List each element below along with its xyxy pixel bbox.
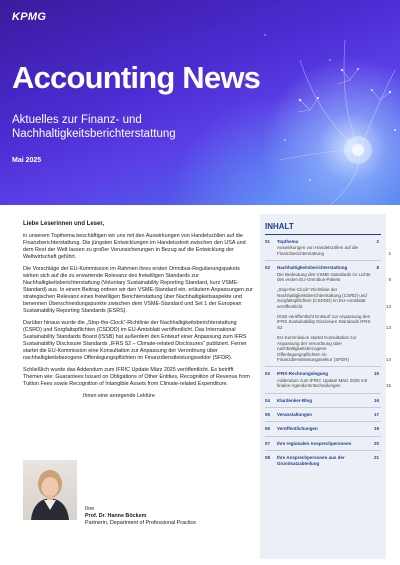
toc-article-title: EU-Kommission startet Konsultation zur Anpassung der Verordnung über nachhaltigkeitsbezogene Offenlegungspflichten im Finanzdienstleistungssektor (SFDR) bbox=[277, 335, 357, 362]
kpmg-logo: KPMG bbox=[12, 11, 47, 23]
toc-section-number: 03 bbox=[265, 371, 271, 377]
toc-section-number: 04 bbox=[265, 397, 271, 403]
toc-article-title: Auswirkungen von Handelszöllen auf die Finanzberichterstattung bbox=[277, 245, 359, 256]
toc-section-number: 07 bbox=[265, 440, 271, 446]
letter-paragraph: in unserem Topthema beschäftigen wir uns mit den Auswirkungen von Handelszöllen auf die Finanzberichterstattung. Die jüngsten Entwicklungen im Handelsstreit zwischen den USA und dem Rest der Welt lassen zu großer Verunsicherungen in Bezug auf die Entwicklung der Weltwirtschaft geführt. bbox=[23, 233, 246, 260]
toc-section-heading[interactable] bbox=[265, 426, 381, 431]
toc-page-number: 2 bbox=[388, 250, 391, 256]
toc-section-heading[interactable] bbox=[265, 398, 381, 403]
editorial-letter bbox=[23, 221, 253, 400]
letter-paragraph: Darüber hinaus wurde die „Stop-the-Clock“-Richtlinie der Nachhaltigkeitsberichterstattung (CSRD) und Sorgfaltspflichten (CSDDD) im EU-Amtsblatt veröffentlicht. Das International Sustainability Standards Board (ISSB) hat außerdem den Entwurf einer Anpassung zum IFRS Sustainability Disclosure Standards „IFRS S2 – Climate-related Disclosures“ publiziert. Ferner startet die EU-Kommission eine Konsultation zur Anpassung der Verordnung über nachhaltigkeitsbezogene Offenlegungspflichten im Finanzdienstleistungssektor (SFDR). bbox=[23, 320, 247, 361]
toc-section-heading[interactable] bbox=[265, 265, 381, 270]
toc-page-number: 17 bbox=[373, 411, 379, 417]
toc-divider bbox=[265, 450, 381, 451]
toc-section-02[interactable] bbox=[265, 265, 391, 362]
toc-heading-rule bbox=[265, 234, 381, 235]
toc-section-title: IFRS-Rechnungslegung bbox=[277, 371, 328, 377]
toc-divider bbox=[265, 260, 381, 261]
toc-section-04[interactable] bbox=[265, 398, 381, 403]
toc-page-number: 14 bbox=[385, 356, 391, 362]
toc-page-number: 20 bbox=[373, 440, 379, 446]
toc-section-heading[interactable] bbox=[265, 239, 381, 244]
toc-section-07[interactable] bbox=[265, 441, 381, 446]
signature-role: Partnerin, Department of Professional Practice bbox=[85, 520, 197, 526]
toc-section-05[interactable] bbox=[265, 412, 381, 417]
toc-section-title: Ihre Ansprechpersonen aus der Grundsatzabteilung bbox=[277, 455, 345, 466]
toc-page-number: 15 bbox=[373, 371, 379, 377]
toc-article-link[interactable] bbox=[277, 335, 391, 362]
toc-divider bbox=[265, 436, 381, 437]
toc-page-number: 21 bbox=[373, 455, 379, 461]
letter-signature bbox=[85, 506, 196, 527]
toc-article-title: Die Bedeutung des VSME-Standards im Lichte des ersten EU-Omnibus-Pakets bbox=[277, 271, 371, 283]
letter-paragraph: Die Vorschläge der EU-Kommission im Rahmen ihres ersten Omnibus-Regulierungspakets wirken sich auf die zu erwartende Relevanz des freiwilligen Standards zur Nachhaltigkeitsberichterstattung (Voluntary Sustainability Reporting Standard, kurz VSME-Standard) aus. In einem Beitrag ordnen wir den VSME-Standard ein, erläutern Anpassungen zur strategischen Relevanz eines freiwilligen Berichterstattung über Nachhaltigkeitsaspekte und benennen Überschneidungspunkte zwischen dem VSME-Standard und Set 1 der European Sustainability Reporting Standards (ESRS). bbox=[23, 266, 253, 314]
toc-section-number: 02 bbox=[265, 265, 271, 271]
toc-divider bbox=[265, 366, 381, 367]
toc-page-number: 2 bbox=[376, 239, 379, 244]
toc-page-number: 15 bbox=[385, 383, 391, 389]
toc-article-link[interactable] bbox=[277, 314, 391, 330]
toc-article-title: ISSB veröffentlicht Entwurf zur Anpassung des IFRS Sustainability Disclosure Standards IFRS S2 bbox=[277, 314, 371, 330]
toc-section-03[interactable] bbox=[265, 371, 391, 389]
toc-section-title: Ihre regionalen Ansprechpersonen bbox=[277, 440, 352, 446]
toc-section-06[interactable] bbox=[265, 426, 381, 431]
letter-greeting: Liebe Leserinnen und Leser, bbox=[23, 221, 105, 227]
toc-page-number: 8 bbox=[376, 265, 379, 271]
toc-section-number: 01 bbox=[265, 239, 271, 244]
signature-intro: Ihre bbox=[85, 506, 95, 512]
letter-closing: Ihnen eine anregende Lektüre bbox=[83, 393, 155, 399]
toc-section-title: Klardenker-Blog bbox=[277, 397, 313, 403]
toc-article-title: „Stop-the-Clock“-Richtlinie der Nachhaltigkeitsberichterstattung (CSRD) und Sorgfaltspflichten (CSDDD) im EU-Amtsblatt veröffentlicht bbox=[277, 287, 367, 309]
toc-page-number: 19 bbox=[373, 426, 379, 432]
toc-page-number: 13 bbox=[385, 324, 391, 330]
toc-section-title: Nachhaltigkeitsberichterstattung bbox=[277, 265, 348, 271]
toc-divider bbox=[265, 407, 381, 408]
issue-date: Mai 2025 bbox=[12, 157, 42, 164]
toc-page-number: 8 bbox=[388, 277, 391, 283]
toc-article-title: Addendum zum IFRIC Update März 2025 mit finalen Agenda-Entscheidungen bbox=[277, 377, 368, 389]
toc-article-link[interactable] bbox=[277, 245, 391, 256]
toc-section-01[interactable] bbox=[265, 239, 391, 256]
portrait-illustration bbox=[23, 460, 77, 520]
toc-section-heading[interactable] bbox=[265, 441, 381, 446]
toc-article-link[interactable] bbox=[277, 271, 391, 283]
publication-subtitle: Aktuelles zur Finanz- und Nachhaltigkeitsberichterstattung bbox=[12, 114, 176, 140]
toc-article-link[interactable] bbox=[277, 377, 391, 389]
table-of-contents bbox=[260, 214, 391, 559]
toc-article-link[interactable] bbox=[277, 287, 391, 309]
toc-heading: INHALT bbox=[265, 222, 294, 231]
toc-section-number: 05 bbox=[265, 411, 271, 417]
toc-section-heading[interactable] bbox=[265, 455, 381, 466]
letter-paragraph: Schließlich wurde das Addendum zum IFRIC Update März 2025 veröffentlicht. Es betrifft Themen wie: Guarantees Issued on Obligations of Other Entities, Recognition of Revenue from Tuition Fees sowie Recognition of Intangible Assets from Climate-related Expenditure. bbox=[23, 367, 250, 387]
toc-page-number: 16 bbox=[373, 397, 379, 403]
toc-section-number: 08 bbox=[265, 455, 271, 461]
toc-list bbox=[265, 239, 391, 466]
toc-divider bbox=[265, 421, 381, 422]
toc-section-title: Topthema bbox=[277, 239, 299, 244]
cover-hero bbox=[0, 0, 400, 205]
toc-page-number: 13 bbox=[385, 303, 391, 309]
author-portrait bbox=[23, 460, 77, 520]
toc-section-number: 06 bbox=[265, 426, 271, 432]
signature-name: Prof. Dr. Hanne Böckem bbox=[85, 513, 147, 519]
toc-section-heading[interactable] bbox=[265, 412, 381, 417]
dandelion-seeds-illustration bbox=[0, 0, 400, 205]
toc-divider bbox=[265, 393, 381, 394]
publication-title: Accounting News bbox=[12, 60, 261, 95]
toc-section-08[interactable] bbox=[265, 455, 381, 466]
toc-section-title: Veröffentlichungen bbox=[277, 426, 318, 432]
toc-section-heading[interactable] bbox=[265, 371, 381, 376]
toc-section-title: Veranstaltungen bbox=[277, 411, 313, 417]
